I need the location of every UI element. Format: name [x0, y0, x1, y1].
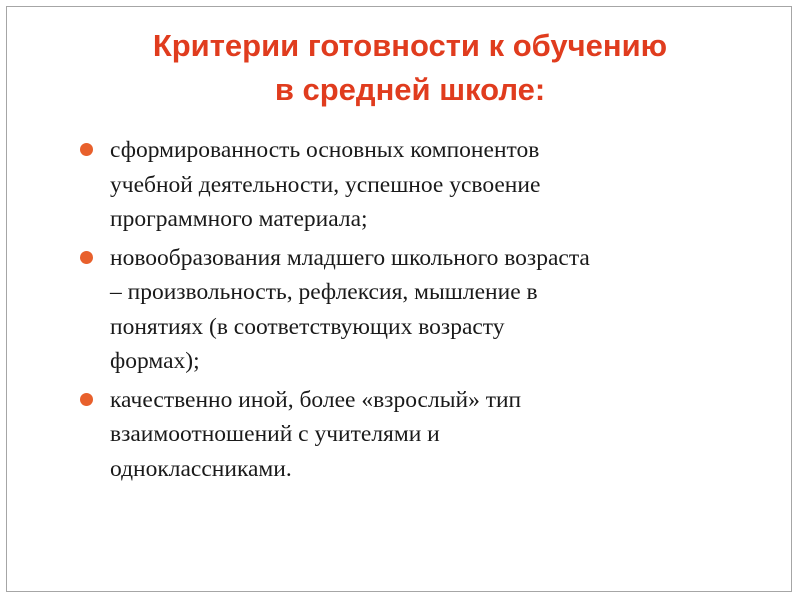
text-line: – произвольность, рефлексия, мышление в: [110, 279, 538, 305]
text-line: новообразования младшего школьного возраста: [110, 244, 590, 271]
slide-title: [60, 24, 760, 112]
title-line: в средней школе:: [274, 72, 546, 107]
text-line: учебной деятельности, успешное усвоение: [110, 171, 541, 198]
bullet-item: [80, 241, 760, 379]
text-line: качественно иной, более «взрослый» тип: [110, 386, 522, 413]
bullet-list: [80, 133, 760, 490]
bullet-dot-icon: [80, 393, 93, 406]
title-line: Критерии готовности к обучению: [152, 28, 668, 63]
text-line: понятиях (в соответствующих возрасту: [110, 313, 505, 340]
bullet-item: [80, 133, 760, 237]
bullet-dot-icon: [80, 251, 93, 264]
bullet-dot-icon: [80, 143, 93, 156]
text-line: формах);: [110, 348, 200, 374]
text-line: сформированность основных компонентов: [110, 137, 540, 163]
bullet-text: [110, 383, 760, 487]
text-line: одноклассниками.: [110, 455, 292, 482]
text-line: взаимоотношений с учителями и: [110, 421, 440, 447]
bullet-item: [80, 383, 760, 487]
bullet-text: [110, 133, 760, 237]
text-line: программного материала;: [110, 206, 368, 232]
bullet-text: [110, 241, 760, 379]
